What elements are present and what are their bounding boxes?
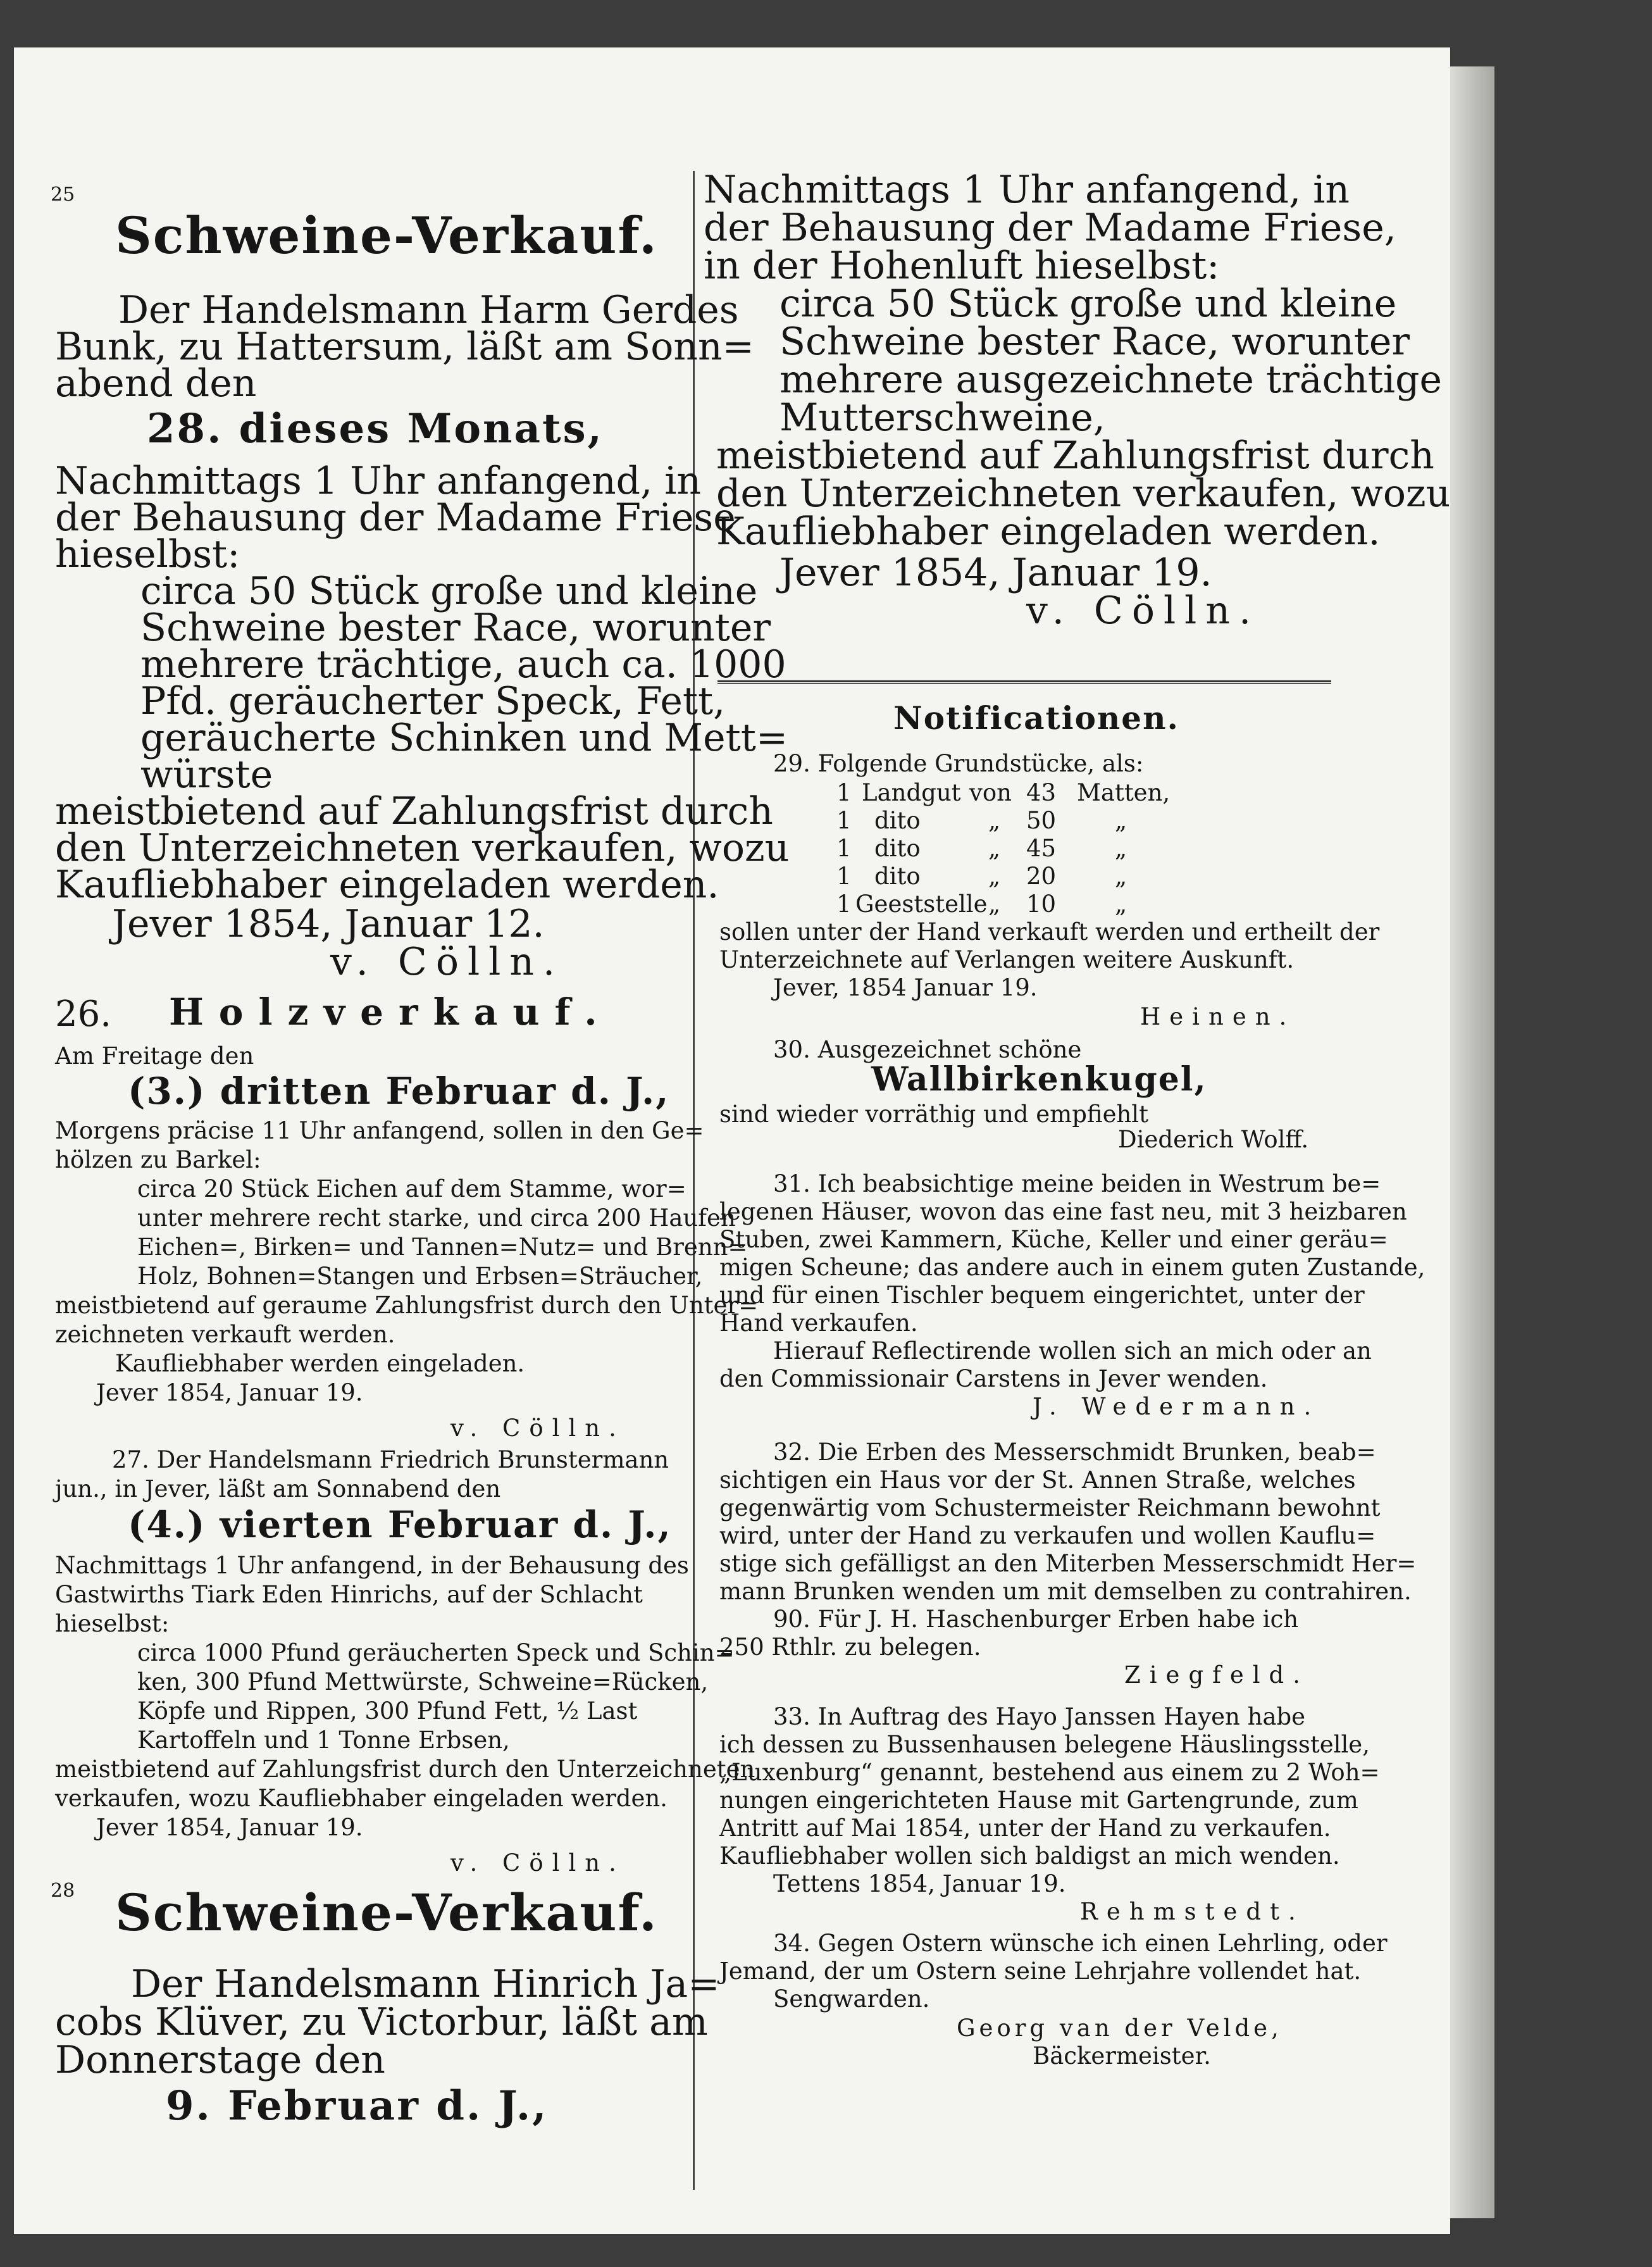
notice-line: 33. In Auftrag des Hayo Janssen Hayen habe — [773, 1703, 1306, 1730]
ad-item-line: geräucherte Schinken und Mett= — [140, 716, 788, 760]
ad-body-line: in der Hohenluft hieselbst: — [704, 244, 1220, 288]
notice-line: Stuben, zwei Kammern, Küche, Keller und einer geräu= — [719, 1226, 1388, 1253]
notice-signature: Diederich Wolff. — [1118, 1126, 1309, 1153]
ad-item-line: circa 20 Stück Eichen auf dem Stamme, wor= — [137, 1175, 686, 1202]
ad-intro-line: 27. Der Handelsmann Friedrich Brunstermann — [112, 1446, 669, 1473]
notice-place-date: Jever, 1854 Januar 19. — [773, 974, 1038, 1001]
ad-item-line: ken, 300 Pfund Mettwürste, Schweine=Rücken, — [137, 1668, 709, 1696]
property-kind: Geeststelle — [855, 890, 988, 918]
ad-closing-line: meistbietend auf Zahlungsfrist durch — [55, 789, 773, 834]
notice-line: 32. Die Erben des Messerschmidt Brunken, beab= — [773, 1439, 1376, 1466]
property-qty: 43 — [1026, 779, 1057, 806]
notice-line: 31. Ich beabsichtige meine beiden in Westrum be= — [773, 1170, 1381, 1197]
ad-signature: v. Cölln. — [1026, 589, 1260, 633]
property-count: 1 — [836, 890, 852, 918]
property-prep: von — [969, 779, 1012, 806]
ad-place-date: Jever 1854, Januar 19. — [779, 551, 1212, 595]
notice-line: 250 Rthlr. zu belegen. — [719, 1633, 981, 1661]
ad-item-line: mehrere trächtige, auch ca. 1000 — [140, 642, 786, 687]
ad-number: 28 — [51, 1880, 75, 1902]
notice-place-date: Tettens 1854, Januar 19. — [773, 1870, 1066, 1897]
ad-item-line: Schweine bester Race, worunter — [779, 320, 1410, 364]
ad-item-line: würste — [140, 753, 273, 797]
ad-item-line: unter mehrere recht starke, und circa 200 Haufen — [137, 1204, 736, 1232]
ad-closing-line: zeichneten verkauft werden. — [55, 1321, 395, 1348]
notice-line: und für einen Tischler bequem eingerichtet, unter der — [719, 1282, 1365, 1309]
ad-item-line: mehrere ausgezeichnete trächtige — [779, 358, 1443, 402]
property-prep: „ — [988, 890, 1001, 918]
property-kind: dito — [874, 863, 921, 890]
ad-intro-line: Der Handelsmann Hinrich Ja= — [131, 1962, 720, 2006]
property-qty: 45 — [1026, 835, 1057, 862]
notice-line: Hand verkaufen. — [719, 1309, 918, 1337]
ad-item-line: circa 50 Stück große und kleine — [779, 282, 1397, 326]
background — [1494, 76, 1652, 2267]
ad-closing-line: meistbietend auf Zahlungsfrist durch — [716, 434, 1434, 478]
notice-line: 34. Gegen Ostern wünsche ich einen Lehrling, oder — [773, 1930, 1388, 1957]
property-kind: dito — [874, 835, 921, 862]
notice-signature: Georg van der Velde, — [957, 2014, 1282, 2042]
notice-line: Unterzeichnete auf Verlangen weitere Auskunft. — [719, 946, 1295, 973]
ad-item-line: Holz, Bohnen=Stangen und Erbsen=Sträucher, — [137, 1263, 703, 1290]
ad-item-line: Kartoffeln und 1 Tonne Erbsen, — [137, 1727, 510, 1754]
property-unit: „ — [1115, 835, 1127, 862]
section-rule — [717, 680, 1331, 684]
ad-headline: Schweine-Verkauf. — [115, 1883, 658, 1942]
ad-closing-line: meistbietend auf Zahlungsfrist durch den Unterzeichneten — [55, 1756, 755, 1783]
ad-body-line: Nachmittags 1 Uhr anfangend, in der Behausung des — [55, 1552, 689, 1579]
notice-line: sollen unter der Hand verkauft werden und ertheilt der — [719, 918, 1380, 946]
notice-line: 30. Ausgezeichnet schöne — [773, 1036, 1082, 1063]
ad-intro-line: Der Handelsmann Harm Gerdes — [118, 288, 739, 332]
ad-intro-line: cobs Klüver, zu Victorbur, läßt am — [55, 2000, 708, 2044]
property-kind: dito — [874, 807, 921, 834]
ad-date: 9. Februar d. J., — [166, 2082, 549, 2130]
ad-place-date: Jever 1854, Januar 19. — [96, 1814, 363, 1841]
ad-body-line: Nachmittags 1 Uhr anfangend, in — [55, 459, 702, 503]
ad-signature: v. Cölln. — [450, 1849, 625, 1877]
ad-number: 25 — [51, 184, 75, 206]
ad-item-line: Pfd. geräucherter Speck, Fett, — [140, 679, 726, 723]
property-count: 1 — [836, 835, 852, 862]
property-count: 1 — [836, 807, 852, 834]
notice-line: stige sich gefälligst an den Miterben Messerschmidt Her= — [719, 1550, 1417, 1577]
notice-line: migen Scheune; das andere auch in einem guten Zustande, — [719, 1254, 1425, 1281]
notice-line: 90. Für J. H. Haschenburger Erben habe ich — [773, 1606, 1299, 1633]
notice-signature: J. Wedermann. — [1033, 1393, 1320, 1420]
ad-body-line: Nachmittags 1 Uhr anfangend, in — [704, 168, 1350, 212]
ad-intro-line: jun., in Jever, läßt am Sonnabend den — [55, 1475, 501, 1502]
notice-line: „Luxenburg“ genannt, bestehend aus einem zu 2 Woh= — [719, 1759, 1380, 1786]
ad-signature: v. Cölln. — [330, 940, 564, 984]
property-qty: 20 — [1026, 863, 1057, 890]
notice-line: nungen eingerichteten Hause mit Gartengrunde, zum — [719, 1787, 1358, 1814]
ad-body-line: hieselbst: — [55, 1610, 170, 1637]
notice-signature-title: Bäckermeister. — [1033, 2042, 1211, 2070]
ad-item-line: Köpfe und Rippen, 300 Pfund Fett, ½ Last — [137, 1697, 638, 1725]
ad-closing-line: meistbietend auf geraume Zahlungsfrist durch den Unter= — [55, 1292, 759, 1319]
ad-place-date: Jever 1854, Januar 19. — [96, 1379, 363, 1406]
property-prep: „ — [988, 807, 1001, 834]
ad-intro-line: Donnerstage den — [55, 2038, 385, 2082]
newspaper-page — [14, 47, 1450, 2234]
ad-intro-line: abend den — [55, 361, 257, 406]
ad-headline: Schweine-Verkauf. — [115, 206, 658, 265]
notice-signature: Heinen. — [1140, 1003, 1296, 1030]
ad-closing-line: Kaufliebhaber eingeladen werden. — [55, 863, 719, 907]
property-qty: 50 — [1026, 807, 1057, 834]
ad-closing-line: Kaufliebhaber werden eingeladen. — [115, 1350, 525, 1377]
notice-line: Antritt auf Mai 1854, unter der Hand zu verkaufen. — [719, 1814, 1331, 1842]
ad-number: 26. — [55, 994, 112, 1035]
property-prep: „ — [988, 863, 1001, 890]
property-unit: „ — [1115, 807, 1127, 834]
property-prep: „ — [988, 835, 1001, 862]
ad-body-line: Gastwirths Tiark Eden Hinrichs, auf der Schlacht — [55, 1581, 643, 1608]
ad-body-line: hölzen zu Barkel: — [55, 1146, 261, 1173]
property-unit: „ — [1115, 890, 1127, 918]
ad-headline: Holzverkauf. — [169, 990, 612, 1034]
notice-line: gegenwärtig vom Schustermeister Reichmann bewohnt — [719, 1494, 1381, 1521]
page-edge — [1450, 66, 1494, 2218]
ad-body-line: hieselbst: — [55, 532, 240, 577]
notice-line: wird, unter der Hand zu verkaufen und wollen Kauflu= — [719, 1522, 1376, 1549]
notice-line: den Commissionair Carstens in Jever wenden. — [719, 1365, 1268, 1392]
ad-date: (4.) vierten Februar d. J., — [128, 1503, 672, 1546]
ad-item-line: Mutterschweine, — [779, 396, 1105, 440]
ad-closing-line: den Unterzeichneten verkaufen, wozu — [716, 472, 1450, 516]
ad-body-line: der Behausung der Madame Friese — [55, 496, 736, 540]
ad-date: 28. dieses Monats, — [147, 405, 604, 453]
ad-item-line: Schweine bester Race, worunter — [140, 606, 771, 650]
property-unit: Matten, — [1077, 779, 1171, 806]
ad-date: (3.) dritten Februar d. J., — [128, 1070, 670, 1113]
ad-closing-line: den Unterzeichneten verkaufen, wozu — [55, 826, 790, 870]
notice-line: sichtigen ein Haus vor der St. Annen Straße, welches — [719, 1466, 1356, 1494]
ad-body-line: Morgens präcise 11 Uhr anfangend, sollen in den Ge= — [55, 1117, 704, 1144]
ad-closing-line: verkaufen, wozu Kaufliebhaber eingeladen werden. — [55, 1785, 668, 1812]
notice-line: Sengwarden. — [773, 1985, 930, 2013]
ad-item-line: circa 50 Stück große und kleine — [140, 569, 758, 613]
notice-line: Jemand, der um Ostern seine Lehrjahre vollendet hat. — [719, 1958, 1362, 1985]
notice-product: Wallbirkenkugel, — [871, 1060, 1207, 1099]
ad-place-date: Jever 1854, Januar 12. — [112, 902, 545, 946]
notice-line: Hierauf Reflectirende wollen sich an mich oder an — [773, 1337, 1372, 1365]
property-unit: „ — [1115, 863, 1127, 890]
notice-signature: Ziegfeld. — [1124, 1661, 1309, 1689]
property-kind: Landgut — [862, 779, 961, 806]
ad-line: Am Freitage den — [55, 1042, 254, 1070]
ad-item-line: circa 1000 Pfund geräucherten Speck und Schin= — [137, 1639, 735, 1666]
ad-closing-line: Kaufliebhaber eingeladen werden. — [716, 509, 1381, 554]
property-count: 1 — [836, 863, 852, 890]
section-title: Notificationen. — [893, 699, 1179, 737]
notice-line: sind wieder vorräthig und empfiehlt — [719, 1101, 1148, 1128]
notice-line: mann Brunken wenden um mit demselben zu contrahiren. — [719, 1578, 1412, 1605]
notice-line: Kaufliebhaber wollen sich baldigst an mich wenden. — [719, 1842, 1340, 1870]
property-qty: 10 — [1026, 890, 1057, 918]
ad-intro-line: Bunk, zu Hattersum, läßt am Sonn= — [55, 325, 754, 369]
notice-signature: Rehmstedt. — [1080, 1898, 1305, 1925]
property-count: 1 — [836, 779, 852, 806]
ad-signature: v. Cölln. — [450, 1415, 625, 1442]
notice-line: legenen Häuser, wovon das eine fast neu, mit 3 heizbaren — [719, 1198, 1407, 1225]
notice-line: 29. Folgende Grundstücke, als: — [773, 750, 1144, 777]
ad-item-line: Eichen=, Birken= und Tannen=Nutz= und Brenn= — [137, 1233, 748, 1261]
ad-body-line: der Behausung der Madame Friese, — [704, 206, 1396, 250]
notice-line: ich dessen zu Bussenhausen belegene Häuslingsstelle, — [719, 1731, 1370, 1758]
